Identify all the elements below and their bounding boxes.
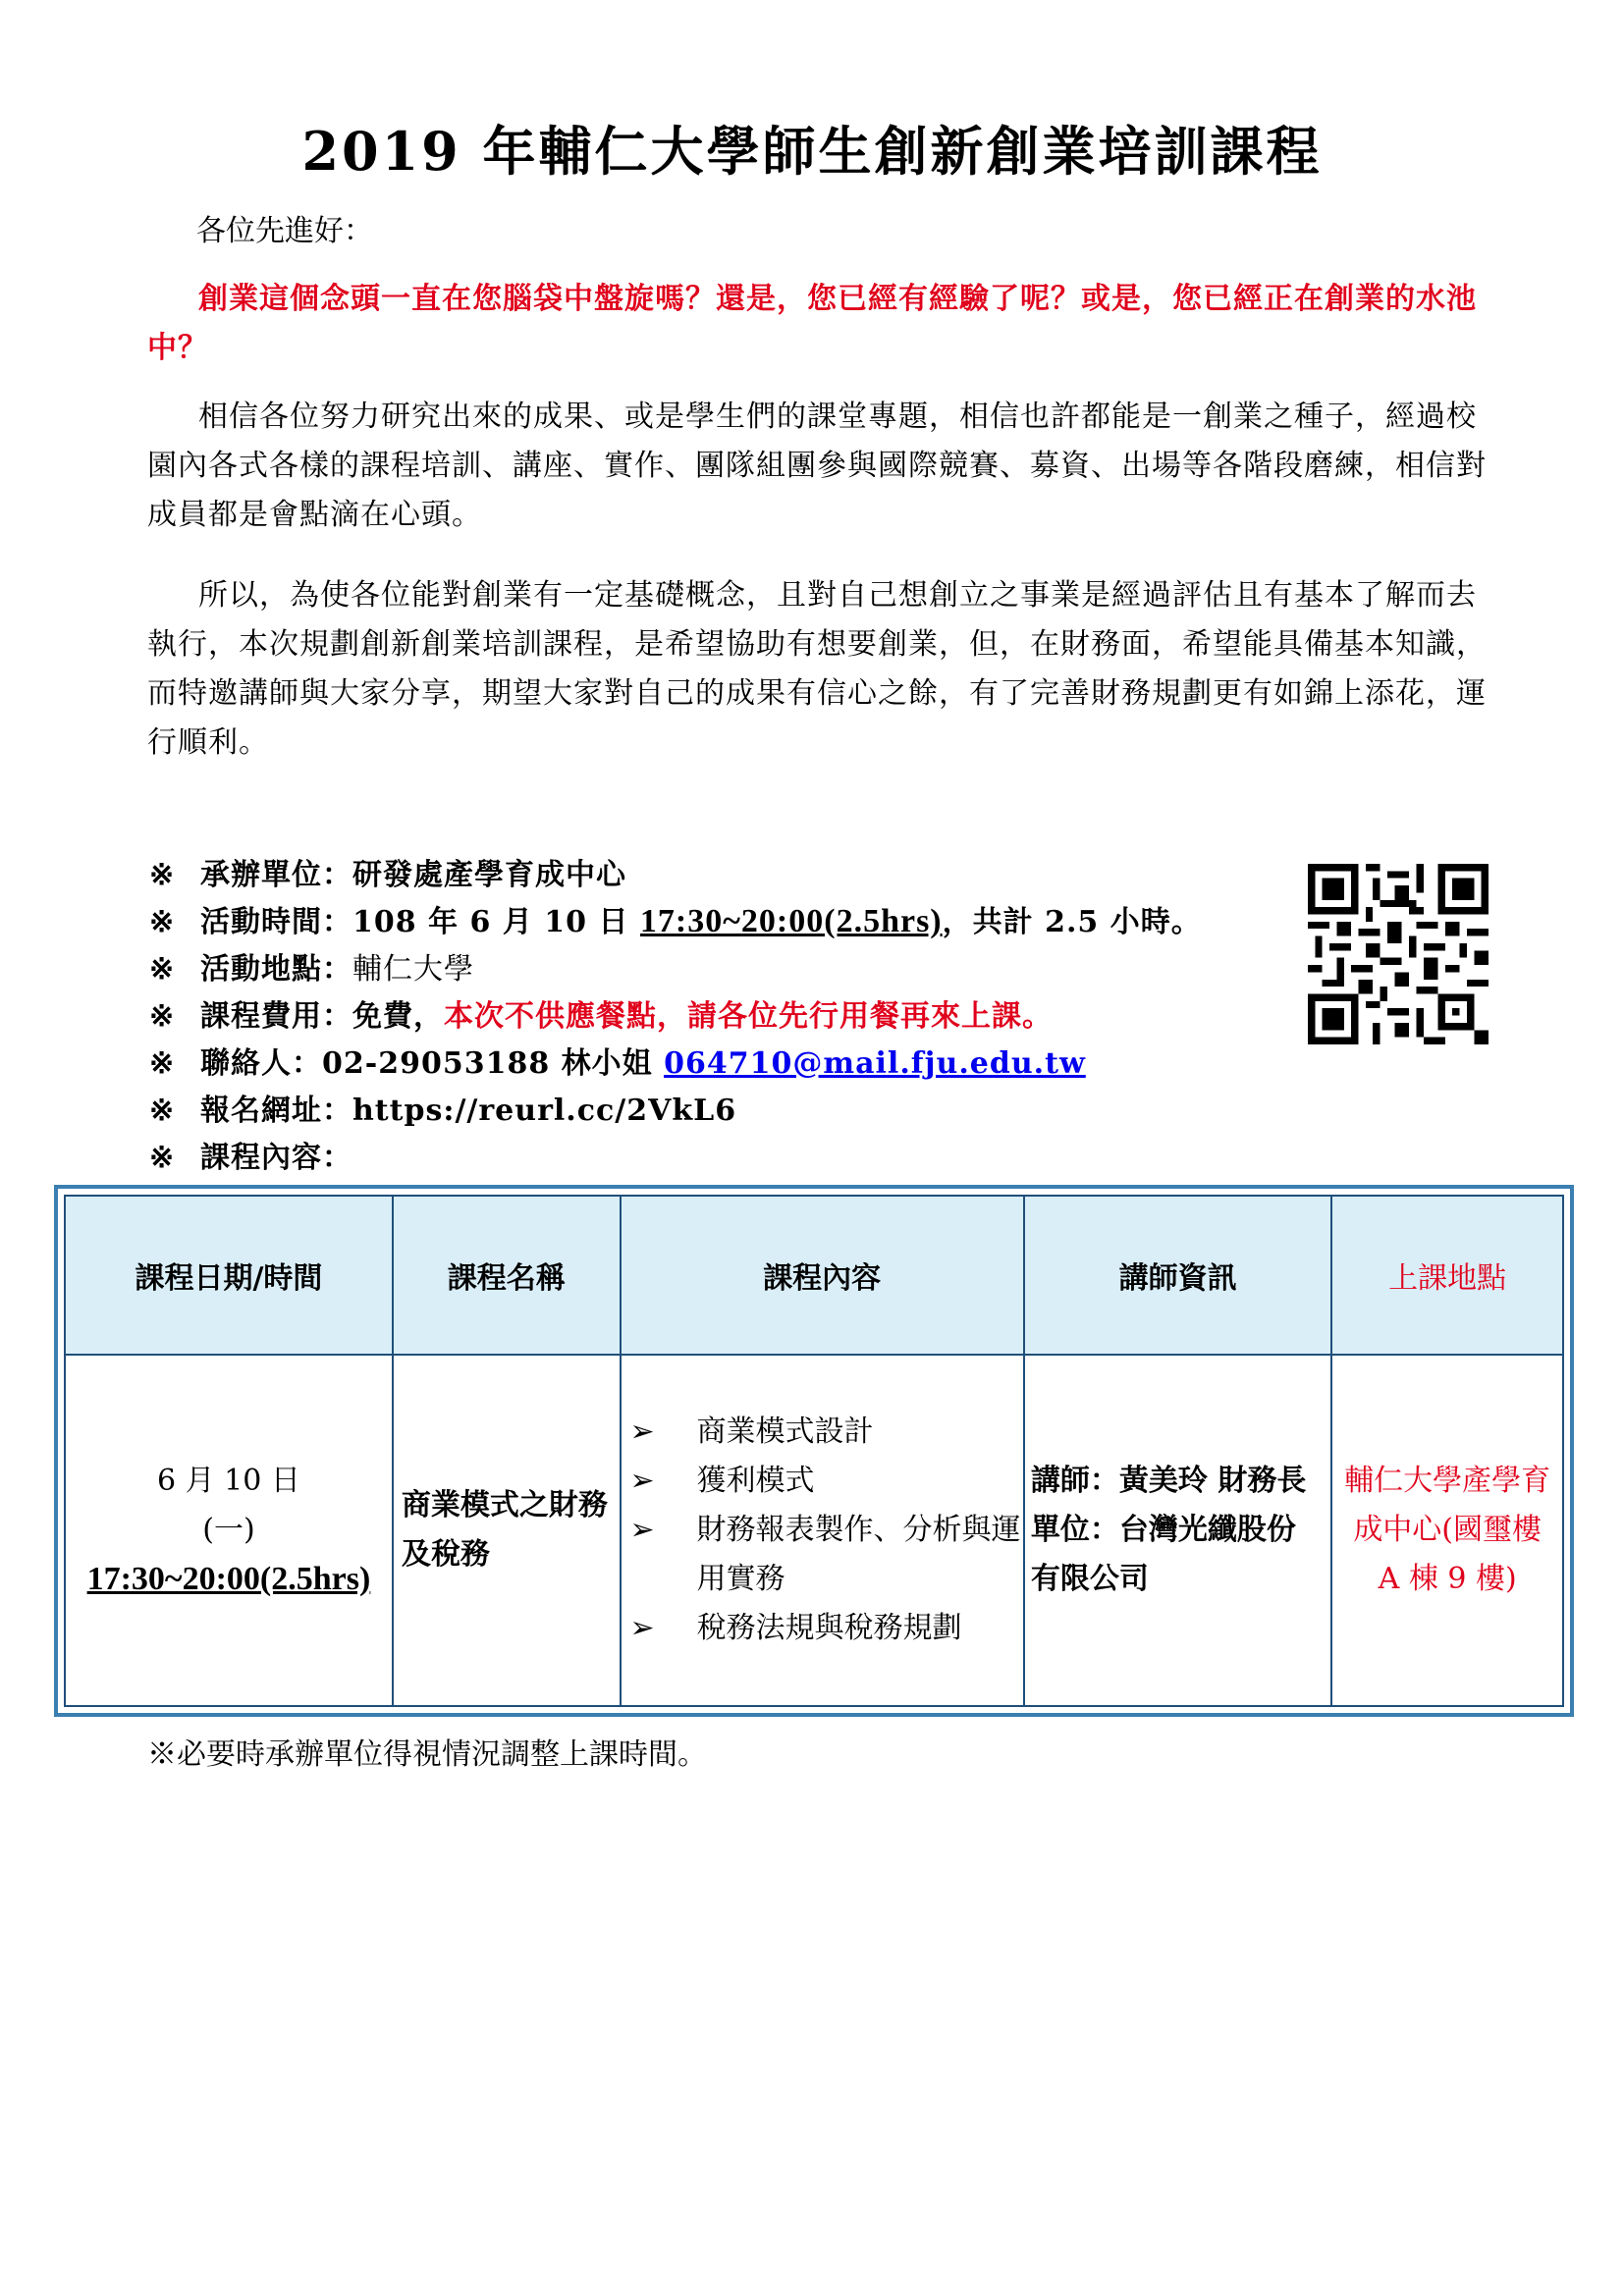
fee-note: 本次不供應餐點，請各位先行用餐再來上課。 xyxy=(444,999,1053,1034)
info-place: ※ 活動地點：輔仁大學 xyxy=(149,952,474,987)
content-list xyxy=(623,1408,1022,1653)
info-time: ※ 活動時間：108 年 6 月 10 日 17:30~20:00(2.5hrs)，共計 2.5 小時。 xyxy=(149,903,1202,939)
cell-lecturer xyxy=(1024,1355,1331,1706)
list-item: ➢ 商業模式設計 xyxy=(630,1408,1022,1457)
course-table xyxy=(64,1195,1564,1707)
greeting: 各位先進好： xyxy=(196,214,373,248)
footnote: ※必要時承辦單位得視情況調整上課時間。 xyxy=(147,1737,707,1772)
intro-question: 創業這個念頭一直在您腦袋中盤旋嗎？還是，您已經有經驗了呢？或是，您已經正在創業的水池中？ xyxy=(147,282,1477,365)
arrow-bullet-icon: ➢ xyxy=(629,1611,655,1645)
header-lecturer: 講師資訊 xyxy=(1024,1196,1331,1355)
lecturer-org: 單位：台灣光纖股份有限公司 xyxy=(1030,1513,1296,1596)
header-name: 課程名稱 xyxy=(393,1196,621,1355)
paragraph-1: 相信各位努力研究出來的成果、或是學生們的課堂專題，相信也許都能是一創業之種子，經過校園內各式各樣的課程培訓、講座、實作、團隊組團參與國際競賽、募資、出場等各階段磨練，相信對成員都是會點滴在心頭。 xyxy=(147,400,1487,532)
qr-code-icon[interactable] xyxy=(1308,864,1489,1044)
page-title: 2019 年輔仁大學師生創新創業培訓課程 xyxy=(301,120,1323,183)
reference-mark: ※ xyxy=(149,1094,176,1128)
info-url: ※ 報名網址：https://reurl.cc/2VkL6 xyxy=(149,1094,737,1128)
header-content: 課程內容 xyxy=(621,1196,1024,1355)
info-fee: ※ 課程費用：免費，本次不供應餐點，請各位先行用餐再來上課。 xyxy=(149,999,1053,1034)
info-contact: ※ 聯絡人：02-29053188 林小姐 064710@mail.fju.edu.tw xyxy=(149,1046,1086,1081)
header-date: 課程日期/時間 xyxy=(65,1196,393,1355)
arrow-bullet-icon: ➢ xyxy=(629,1415,655,1449)
lecturer-name: 講師：黃美玲 財務長 xyxy=(1030,1464,1307,1498)
reference-mark: ※ xyxy=(149,905,176,939)
reference-mark: ※ xyxy=(149,1046,176,1081)
reference-mark: ※ xyxy=(149,952,176,987)
reference-mark: ※ xyxy=(149,858,176,892)
reference-mark: ※ xyxy=(149,999,176,1034)
info-organizer: ※ 承辦單位：研發處產學育成中心 xyxy=(149,858,626,892)
cell-content xyxy=(621,1355,1024,1706)
header-location: 上課地點 xyxy=(1331,1196,1563,1355)
table-header-row xyxy=(65,1196,1563,1355)
registration-url[interactable]: https://reurl.cc/2VkL6 xyxy=(352,1094,737,1128)
list-item: ➢ 獲利模式 xyxy=(630,1457,1022,1506)
list-item: ➢ 稅務法規與稅務規劃 xyxy=(630,1604,1022,1653)
contact-email-link[interactable]: 064710@mail.fju.edu.tw xyxy=(664,1046,1086,1081)
arrow-bullet-icon: ➢ xyxy=(629,1513,655,1547)
list-item: ➢ 財務報表製作、分析與運用實務 xyxy=(630,1506,1022,1604)
cell-location: 輔仁大學產學育成中心(國璽樓 A 棟 9 樓) xyxy=(1331,1355,1563,1706)
cell-course-name: 商業模式之財務及稅務 xyxy=(393,1355,621,1706)
paragraph-2: 所以，為使各位能對創業有一定基礎概念，且對自己想創立之事業是經過評估且有基本了解而去執行，本次規劃創新創業培訓課程，是希望協助有想要創業，但，在財務面，希望能具備基本知識，而特邀講師與大家分享，期望大家對自己的成果有信心之餘，有了完善財務規劃更有如錦上添花，運行順利。 xyxy=(147,578,1487,760)
cell-date: 6 月 10 日 (一) 17:30~20:00(2.5hrs) xyxy=(65,1355,393,1706)
reference-mark: ※ xyxy=(149,1141,176,1175)
time-range: 17:30~20:00(2.5hrs) xyxy=(639,903,943,939)
info-content-label: ※ 課程內容： xyxy=(149,1141,352,1175)
table-row xyxy=(65,1355,1563,1706)
course-time: 17:30~20:00(2.5hrs) xyxy=(86,1561,371,1597)
arrow-bullet-icon: ➢ xyxy=(629,1464,655,1498)
